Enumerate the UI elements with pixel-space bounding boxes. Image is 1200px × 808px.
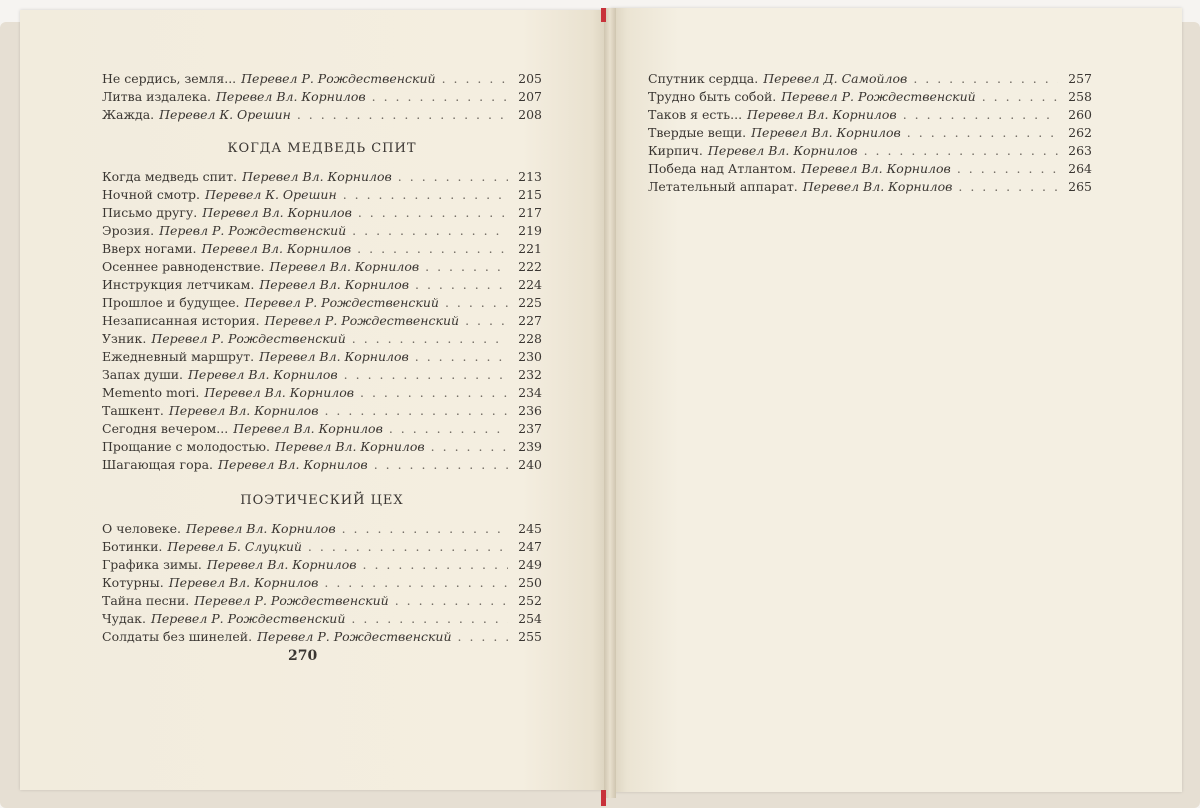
- entry-title: Трудно быть собой.: [648, 89, 777, 104]
- right-toc: [648, 70, 1092, 196]
- entry-translator: Перевел Вл. Корнилов: [201, 241, 352, 256]
- entry-title: Твердые вещи.: [648, 125, 747, 140]
- leader-dots: [431, 438, 508, 456]
- entry-title: Ташкент.: [102, 403, 164, 418]
- entry-translator: Перевел Р. Рождественский: [241, 71, 436, 86]
- entry-page: 207: [518, 89, 542, 104]
- entry-translator: Перевел Вл. Корнилов: [801, 161, 951, 176]
- toc-entry: [102, 574, 542, 592]
- leader-dots: [352, 222, 508, 240]
- entry-translator: Перевел Вл. Корнилов: [168, 403, 319, 418]
- toc-entry: [648, 178, 1092, 196]
- entry-page: 227: [518, 313, 542, 328]
- toc-entry: [102, 276, 542, 294]
- toc-entry: [102, 610, 542, 628]
- entry-title: Ежедневный маршрут.: [102, 349, 255, 364]
- toc-entry: [648, 142, 1092, 160]
- page-number: 270: [288, 648, 318, 664]
- book-spine: [604, 8, 616, 798]
- entry-title: Осеннее равноденствие.: [102, 259, 265, 274]
- entry-page: 263: [1068, 143, 1092, 158]
- entry-page: 239: [518, 439, 542, 454]
- entry-translator: Перевел Вл. Корнилов: [204, 385, 354, 400]
- entry-translator: Перевел Р. Рождественский: [257, 629, 452, 644]
- leader-dots: [297, 106, 508, 124]
- toc-entry: [102, 168, 542, 186]
- entry-page: 237: [518, 421, 542, 436]
- toc-entry: [102, 330, 542, 348]
- entry-title: Инструкция летчикам.: [102, 277, 255, 292]
- entry-title: Письмо другу.: [102, 205, 198, 220]
- entry-page: 257: [1068, 71, 1092, 86]
- entry-translator: Перевел Р. Рождественский: [194, 593, 389, 608]
- entry-title: Графика зимы.: [102, 557, 202, 572]
- entry-translator: Перевел Вл. Корнилов: [259, 349, 409, 364]
- leader-dots: [324, 402, 508, 420]
- entry-title: Чудак.: [102, 611, 146, 626]
- toc-entry: [102, 438, 542, 456]
- entry-title: Memento mori.: [102, 385, 200, 400]
- toc-entry: [102, 520, 542, 538]
- entry-title: Литва издалека.: [102, 89, 212, 104]
- leader-dots: [458, 628, 508, 646]
- leader-dots: [372, 88, 508, 106]
- entry-page: 249: [518, 557, 542, 572]
- entry-translator: Перевел Р. Рождественский: [244, 295, 439, 310]
- toc-entry: [102, 88, 542, 106]
- entry-page: 215: [518, 187, 542, 202]
- toc-entry: [648, 70, 1092, 88]
- entry-translator: Перевел Р. Рождественский: [781, 89, 976, 104]
- entry-translator: Перевел Вл. Корнилов: [242, 169, 392, 184]
- entry-page: 247: [518, 539, 542, 554]
- entry-translator: Перевел Вл. Корнилов: [188, 367, 338, 382]
- entry-page: 258: [1068, 89, 1092, 104]
- section-heading: ПОЭТИЧЕСКИЙ ЦЕХ: [240, 493, 404, 508]
- entry-title: Кирпич.: [648, 143, 703, 158]
- entry-translator: Перевел Р. Рождественский: [151, 331, 346, 346]
- toc-entry: [102, 294, 542, 312]
- entry-translator: Перевел Вл. Корнилов: [206, 557, 357, 572]
- bookmark-ribbon-top: [601, 8, 606, 22]
- entry-translator: Перевел Вл. Корнилов: [202, 205, 352, 220]
- entry-page: 225: [518, 295, 542, 310]
- leader-dots: [374, 456, 508, 474]
- entry-title: Прощание с молодостью.: [102, 439, 271, 454]
- leader-dots: [425, 258, 508, 276]
- entry-title: Тайна песни.: [102, 593, 190, 608]
- leader-dots: [907, 124, 1058, 142]
- leader-dots: [324, 574, 508, 592]
- entry-page: 245: [518, 521, 542, 536]
- leader-dots: [958, 178, 1058, 196]
- leader-dots: [913, 70, 1058, 88]
- entry-translator: Перевел К. Орешин: [159, 107, 291, 122]
- leader-dots: [864, 142, 1058, 160]
- bookmark-ribbon-bottom: [601, 790, 606, 806]
- entry-page: 262: [1068, 125, 1092, 140]
- toc-entry: [102, 186, 542, 204]
- entry-page: 232: [518, 367, 542, 382]
- right-entries: [648, 70, 1092, 196]
- toc-entry: [102, 240, 542, 258]
- toc-entry: [102, 312, 542, 330]
- top-entries: [102, 70, 542, 124]
- entry-title: Ночной смотр.: [102, 187, 200, 202]
- entry-title: Солдаты без шинелей.: [102, 629, 253, 644]
- entry-title: Запах души.: [102, 367, 184, 382]
- leader-dots: [342, 520, 508, 538]
- entry-page: 221: [518, 241, 542, 256]
- entry-title: Незаписанная история.: [102, 313, 260, 328]
- toc-entry: [102, 348, 542, 366]
- entry-title: Ботинки.: [102, 539, 163, 554]
- toc-entry: [648, 160, 1092, 178]
- entry-translator: Перевел Вл. Корнилов: [275, 439, 425, 454]
- leader-dots: [363, 556, 508, 574]
- entry-title: Жажда.: [102, 107, 155, 122]
- leader-dots: [351, 610, 508, 628]
- entry-translator: Перевел Вл. Корнилов: [747, 107, 897, 122]
- leader-dots: [360, 384, 508, 402]
- entry-page: 260: [1068, 107, 1092, 122]
- leader-dots: [445, 294, 508, 312]
- toc-entry: [648, 124, 1092, 142]
- entry-page: 224: [518, 277, 542, 292]
- entry-page: 254: [518, 611, 542, 626]
- toc-entry: [102, 384, 542, 402]
- entry-page: 255: [518, 629, 542, 644]
- entry-translator: Перевел Р. Рождественский: [264, 313, 460, 328]
- entry-title: Летательный аппарат.: [648, 179, 798, 194]
- entry-translator: Перевел Р. Рождественский: [150, 611, 346, 626]
- leader-dots: [308, 538, 508, 556]
- entry-page: 250: [518, 575, 542, 590]
- entry-title: Котурны.: [102, 575, 164, 590]
- leader-dots: [389, 420, 508, 438]
- toc-entry: [102, 366, 542, 384]
- entry-translator: Перевел Б. Слуцкий: [167, 539, 302, 554]
- leader-dots: [415, 348, 508, 366]
- leader-dots: [344, 366, 508, 384]
- entry-translator: Перевел Вл. Корнилов: [168, 575, 319, 590]
- leader-dots: [465, 312, 508, 330]
- entry-translator: Перевел Вл. Корнилов: [269, 259, 420, 274]
- entry-title: О человеке.: [102, 521, 181, 536]
- toc-entry: [102, 106, 542, 124]
- toc-entry: [102, 70, 542, 88]
- leader-dots: [903, 106, 1058, 124]
- leader-dots: [415, 276, 508, 294]
- entry-page: 230: [518, 349, 542, 364]
- entry-title: Сегодня вечером...: [102, 421, 229, 436]
- toc-entry: [102, 402, 542, 420]
- entry-title: Шагающая гора.: [102, 457, 214, 472]
- entry-translator: Перевел К. Орешин: [205, 187, 337, 202]
- leader-dots: [957, 160, 1058, 178]
- entry-translator: Перевел Вл. Корнилов: [185, 521, 336, 536]
- toc-entry: [102, 258, 542, 276]
- entry-page: 219: [518, 223, 542, 238]
- toc-entry: [102, 222, 542, 240]
- entry-translator: Перевел Вл. Корнилов: [216, 89, 366, 104]
- entry-title: Вверх ногами.: [102, 241, 197, 256]
- entry-title: Прошлое и будущее.: [102, 295, 240, 310]
- entry-title: Спутник сердца.: [648, 71, 759, 86]
- entry-page: 265: [1068, 179, 1092, 194]
- toc-entry: [102, 538, 542, 556]
- entry-translator: Перевел Вл. Корнилов: [751, 125, 901, 140]
- entry-page: 264: [1068, 161, 1092, 176]
- toc-entry: [648, 106, 1092, 124]
- leader-dots: [358, 204, 508, 222]
- entry-page: 208: [518, 107, 542, 122]
- toc-entry: [102, 592, 542, 610]
- entry-page: 252: [518, 593, 542, 608]
- entry-page: 213: [518, 169, 542, 184]
- entry-page: 222: [518, 259, 542, 274]
- entry-page: 205: [518, 71, 542, 86]
- entry-translator: Перевел Вл. Корнилов: [707, 143, 858, 158]
- toc-entry: [102, 556, 542, 574]
- leader-dots: [442, 70, 508, 88]
- toc-entry: [102, 420, 542, 438]
- entry-translator: Перевел Вл. Корнилов: [259, 277, 409, 292]
- entry-page: 234: [518, 385, 542, 400]
- section2-entries: [102, 520, 542, 646]
- entry-title: Не сердись, земля...: [102, 71, 237, 86]
- entry-title: Таков я есть...: [648, 107, 743, 122]
- section1-entries: [102, 168, 542, 474]
- section-heading: КОГДА МЕДВЕДЬ СПИТ: [227, 141, 417, 156]
- entry-title: Победа над Атлантом.: [648, 161, 797, 176]
- entry-title: Когда медведь спит.: [102, 169, 238, 184]
- entry-translator: Перевел Вл. Корнилов: [218, 457, 368, 472]
- entry-translator: Перевл Р. Рождественский: [159, 223, 347, 238]
- left-toc: [102, 70, 542, 646]
- leader-dots: [343, 186, 508, 204]
- toc-entry: [102, 628, 542, 646]
- leader-dots: [357, 240, 508, 258]
- toc-entry: [102, 204, 542, 222]
- leader-dots: [352, 330, 508, 348]
- toc-entry: [102, 456, 542, 474]
- entry-translator: Перевел Вл. Корнилов: [802, 179, 953, 194]
- toc-entry: [648, 88, 1092, 106]
- entry-page: 236: [518, 403, 542, 418]
- entry-page: 228: [518, 331, 542, 346]
- entry-page: 240: [518, 457, 542, 472]
- leader-dots: [982, 88, 1058, 106]
- entry-translator: Перевел Д. Самойлов: [763, 71, 908, 86]
- leader-dots: [398, 168, 508, 186]
- entry-page: 217: [518, 205, 542, 220]
- entry-translator: Перевел Вл. Корнилов: [233, 421, 383, 436]
- entry-title: Узник.: [102, 331, 147, 346]
- leader-dots: [395, 592, 508, 610]
- entry-title: Эрозия.: [102, 223, 155, 238]
